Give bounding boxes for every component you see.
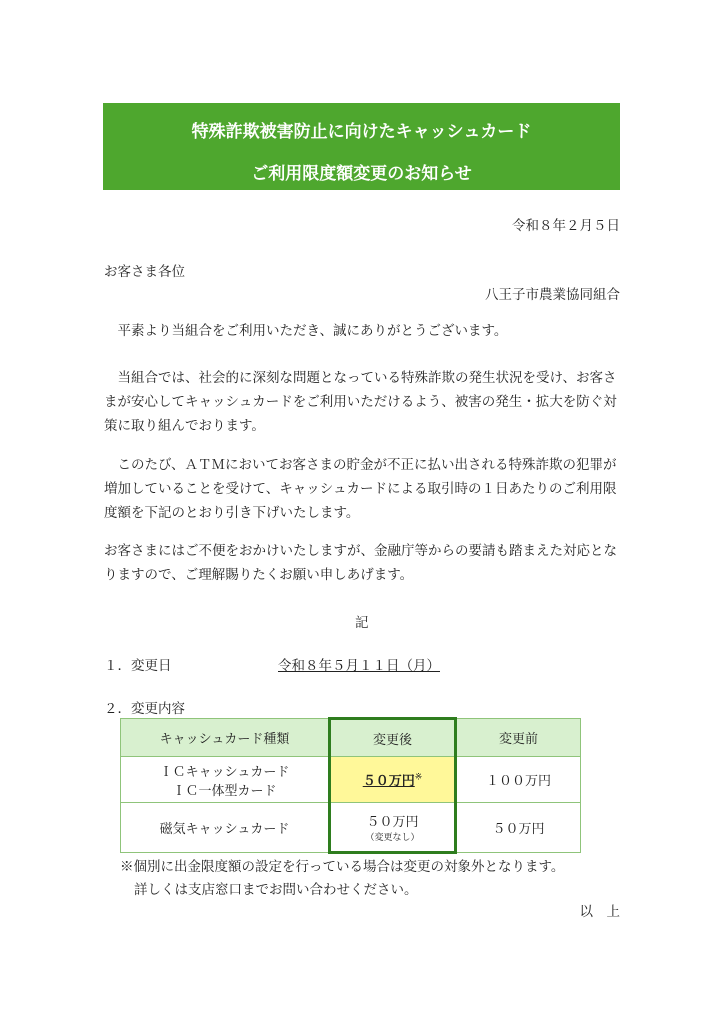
table-row bbox=[121, 757, 581, 803]
closing: 以 上 bbox=[579, 904, 620, 920]
addressee: お客さま各位 bbox=[104, 264, 185, 280]
note-1: ※個別に出金限度額の設定を行っている場合は変更の対象外となります。 bbox=[120, 859, 565, 875]
header-after: 変更後 bbox=[330, 719, 456, 757]
magnetic-after-value: ５０万円 bbox=[366, 815, 419, 830]
item1-label: １．変更日 bbox=[104, 658, 172, 674]
paragraph-3: このたび、ＡＴＭにおいてお客さまの貯金が不正に払い出される特殊詐欺の犯罪が増加していることを受けて、キャッシュカードによる取引時の１日あたりのご利用限度額を下記のとおり引き下げいたします。 bbox=[104, 457, 617, 521]
header-before: 変更前 bbox=[456, 719, 581, 757]
limit-table bbox=[120, 717, 581, 854]
item2-label: ２．変更内容 bbox=[104, 701, 185, 717]
change-date: 令和８年５月１１日（月） bbox=[278, 658, 440, 674]
ki-heading: 記 bbox=[355, 615, 369, 631]
paragraph-4: お客さまにはご不便をおかけいたしますが、金融庁等からの要請も踏まえた対応となりますので、ご理解賜りたくお願い申しあげます。 bbox=[104, 543, 617, 583]
magnetic-after-note: （変更なし） bbox=[365, 833, 420, 843]
title-line-1: 特殊詐欺被害防止に向けたキャッシュカード bbox=[191, 122, 532, 142]
magnetic-before-value: ５０万円 bbox=[456, 803, 581, 853]
card-type-ic: ＩＣキャッシュカード bbox=[159, 764, 290, 780]
card-type-ic-integrated: ＩＣ一体型カード bbox=[172, 783, 277, 799]
paragraph-1: 平素より当組合をご利用いただき、誠にありがとうございます。 bbox=[104, 323, 508, 339]
card-type-magnetic: 磁気キャッシュカード bbox=[121, 803, 330, 853]
ic-after-value: ５０万円 bbox=[362, 774, 415, 789]
header-card-type: キャッシュカード種類 bbox=[121, 719, 330, 757]
ic-after-mark: ※ bbox=[414, 772, 423, 783]
note-2: 詳しくは支店窓口までお問い合わせください。 bbox=[134, 882, 418, 898]
table-row bbox=[121, 803, 581, 853]
ic-before-value: １００万円 bbox=[456, 757, 581, 803]
sender: 八王子市農業協同組合 bbox=[485, 287, 620, 303]
date: 令和８年２月５日 bbox=[512, 218, 620, 234]
title-banner bbox=[103, 103, 620, 190]
paragraph-2: 当組合では、社会的に深刻な問題となっている特殊詐欺の発生状況を受け、お客さまが安心してキャッシュカードをご利用いただけるよう、被害の発生・拡大を防ぐ対策に取り組んでおります。 bbox=[104, 370, 617, 434]
title-line-2: ご利用限度額変更のお知らせ bbox=[251, 164, 472, 184]
